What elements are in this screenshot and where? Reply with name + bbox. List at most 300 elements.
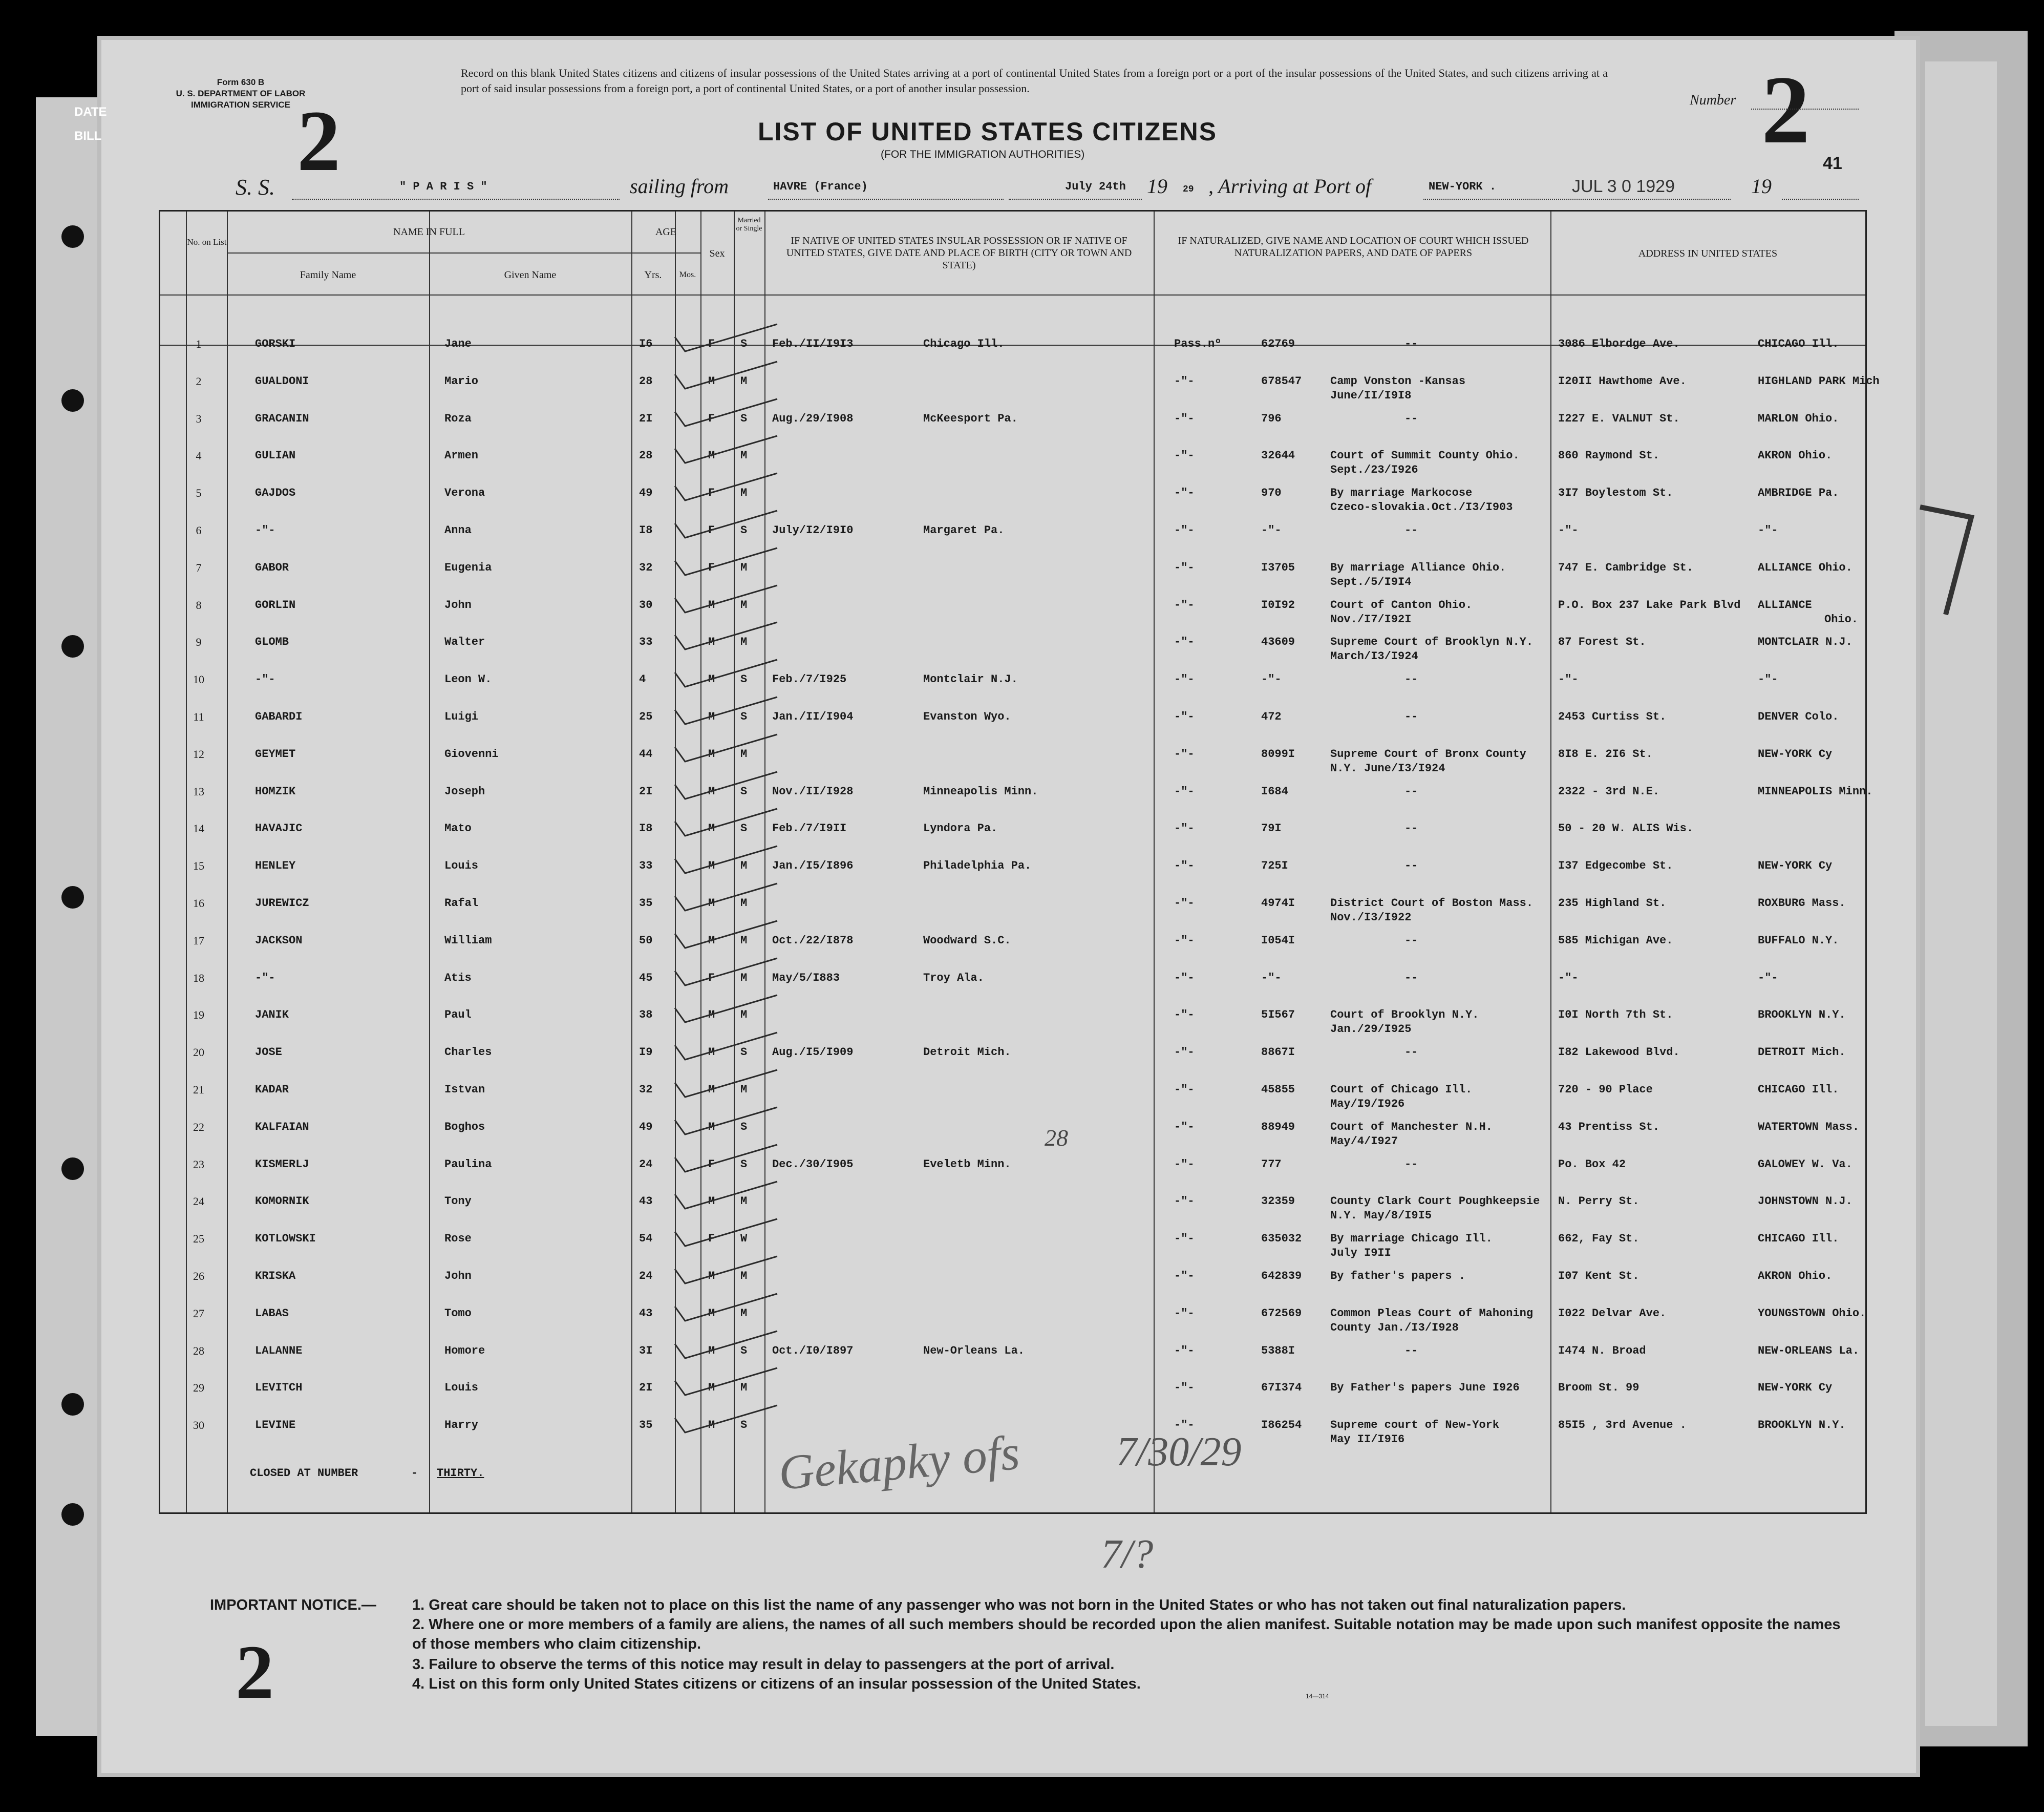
list-number-right: 2 [1761,56,1810,164]
marital-status: M [740,747,748,761]
family-name: GEYMET [255,747,296,761]
row-number: 20 [193,1046,204,1059]
naturalization-prefix: -"- [1174,1008,1195,1022]
row-number: 9 [196,636,202,649]
check-mark [670,1254,782,1290]
naturalization-court-line2: June/II/I9I8 [1330,389,1412,402]
family-name: GABOR [255,561,289,574]
family-name: KOMORNIK [255,1195,309,1208]
sex: M [708,598,715,612]
row-number: 5 [196,487,202,500]
family-name: -"- [255,971,275,984]
naturalization-court: Supreme court of New-York [1330,1419,1500,1432]
given-name: Leon W. [444,673,492,686]
sex: F [708,1157,715,1171]
family-name: LEVINE [255,1419,296,1432]
right-page-edges-inner [1925,61,1997,1726]
given-name: Eugenia [444,561,492,574]
notice-label: IMPORTANT NOTICE.— [210,1597,376,1613]
header-mos: Mos. [679,270,696,279]
naturalization-number: 79I [1261,822,1282,835]
binding-hole [61,225,84,248]
naturalization-prefix: -"- [1174,934,1195,947]
check-mark [670,732,782,768]
marital-status: M [740,374,748,388]
naturalization-court: County Clark Court Poughkeepsie [1330,1195,1540,1208]
number-label: Number [1690,92,1736,108]
marital-status: S [740,1419,748,1432]
departure-date: July 24th [1065,180,1126,193]
address-city: -"- [1758,673,1778,686]
naturalization-court-line2: May/4/I927 [1330,1134,1398,1148]
naturalization-court: -- [1404,1344,1418,1357]
age-years: I6 [639,338,653,350]
row-number: 10 [193,673,204,686]
age-years: 32 [639,1083,653,1096]
naturalization-court: Supreme Court of Brooklyn N.Y. [1330,636,1534,649]
closing-label: CLOSED AT NUMBER [250,1467,358,1480]
address-street: I474 N. Broad [1558,1344,1646,1357]
naturalization-number: 678547 [1261,374,1302,388]
age-years: 24 [639,1157,653,1171]
naturalization-number: 642839 [1261,1270,1302,1282]
row-number: 30 [193,1419,204,1432]
address-street: 3086 Elbordge Ave. [1558,338,1680,350]
check-mark [670,1142,782,1178]
family-name: HAVAJIC [255,822,303,835]
age-years: 32 [639,561,653,574]
family-name: GORLIN [255,598,296,612]
age-years: 49 [639,487,653,500]
birth-place: Margaret Pa. [923,524,1005,537]
address-city: DENVER Colo. [1758,710,1839,723]
naturalization-prefix: -"- [1174,598,1195,612]
given-name: Verona [444,487,485,500]
address-city: BROOKLYN N.Y. [1758,1008,1846,1022]
birth-date: Dec./30/I905 [772,1157,854,1171]
age-years: 2I [639,412,653,425]
address-city: YOUNGSTOWN Ohio. [1758,1307,1866,1320]
marital-status: S [740,412,748,425]
address-city: MARLON Ohio. [1758,412,1839,425]
family-name: GUALDONI [255,374,309,388]
form-code: 14—314 [1306,1693,1329,1700]
list-number-bottom: 2 [236,1630,274,1715]
naturalization-prefix: -"- [1174,1381,1195,1395]
citizen-list-table [159,210,1880,1514]
sex: M [708,673,715,686]
address-city: JOHNSTOWN N.J. [1758,1195,1853,1208]
naturalization-number: 970 [1261,487,1282,500]
check-mark [670,359,782,395]
arrival-port: NEW-YORK . [1429,180,1497,193]
marital-status: S [740,1157,748,1171]
naturalization-prefix: -"- [1174,636,1195,649]
ship-name: " P A R I S " [399,180,487,193]
family-name: JUREWICZ [255,897,309,910]
naturalization-court: -- [1404,412,1418,425]
row-number: 12 [193,747,204,761]
header-sex: Sex [709,248,725,259]
given-name: Roza [444,412,472,425]
birth-date: Aug./29/I908 [772,412,854,425]
margin-pen-stroke [1910,502,1982,625]
age-years: 35 [639,897,653,910]
handwritten-note: 7/? [1101,1532,1154,1577]
naturalization-number: 88949 [1261,1120,1295,1133]
age-years: 2I [639,785,653,798]
birth-date: Feb./II/I9I3 [772,338,854,350]
departure-year: 29 [1183,184,1194,195]
header-family-name: Family Name [300,269,356,281]
naturalization-court-line2: Sept./5/I9I4 [1330,575,1412,588]
page-number: 41 [1823,154,1842,173]
check-mark [670,322,782,357]
given-name: Louis [444,859,479,873]
naturalization-prefix: -"- [1174,1232,1195,1246]
arrival-stamp: JUL 3 0 1929 [1572,177,1675,196]
family-name: GRACANIN [255,412,309,425]
naturalization-prefix: -"- [1174,971,1195,984]
address-city: MINNEAPOLIS Minn. [1758,785,1873,798]
address-city: -"- [1758,971,1778,984]
age-years: 25 [639,710,653,723]
naturalization-number: -"- [1261,971,1282,984]
binding-hole [61,1157,84,1180]
page-title: LIST OF UNITED STATES CITIZENS [758,117,1218,146]
birth-place: Philadelphia Pa. [923,859,1032,873]
given-name: Giovenni [444,747,499,761]
row-number: 17 [193,934,204,947]
departure-port: HAVRE (France) [773,180,868,193]
marital-status: S [740,1120,748,1133]
naturalization-prefix: -"- [1174,785,1195,798]
naturalization-prefix: -"- [1174,561,1195,574]
given-name: Anna [444,524,472,537]
given-name: Walter [444,636,485,649]
naturalization-prefix: -"- [1174,673,1195,686]
address-city: HIGHLAND PARK Mich [1758,374,1880,388]
naturalization-number: 725I [1261,859,1288,873]
address-city: AKRON Ohio. [1758,1270,1833,1282]
check-mark [670,657,782,693]
marital-status: S [740,338,748,350]
given-name: Rafal [444,897,479,910]
naturalization-number: I86254 [1261,1419,1302,1432]
marital-status: M [740,487,748,500]
birth-place: New-Orleans La. [923,1344,1025,1357]
notice-item-3: 3. Failure to observe the terms of this notice may result in delay to passengers at the port of arrival. [412,1656,1115,1673]
given-name: Paulina [444,1157,492,1171]
check-mark [670,545,782,581]
notice-item-1: 1. Great care should be taken not to place on this list the name of any passenger who was not born in the United States or who has not taken out final naturalization papers. [412,1597,1626,1613]
family-name: GORSKI [255,338,296,350]
given-name: Jane [444,338,472,350]
sex: F [708,524,715,537]
birth-date: Aug./I5/I909 [772,1046,854,1059]
address-street: -"- [1558,673,1579,686]
address-street: 87 Forest St. [1558,636,1646,649]
sex: M [708,747,715,761]
age-years: 50 [639,934,653,947]
birth-date: Feb./7/I9II [772,822,847,835]
row-number: 1 [196,338,202,350]
given-name: Armen [444,449,479,462]
notice-item-4: 4. List on this form only United States citizens or citizens of an insular possession of the United States. [412,1676,1141,1692]
given-name: Charles [444,1046,492,1059]
marital-status: M [740,561,748,574]
check-mark [670,1365,782,1401]
family-name: LALANNE [255,1344,303,1357]
naturalization-court: Court of Manchester N.H. [1330,1120,1493,1133]
year-prefix: 19 [1147,175,1167,198]
header-address: ADDRESS IN UNITED STATES [1638,248,1778,259]
family-name: LEVITCH [255,1381,303,1395]
address-street: I07 Kent St. [1558,1270,1640,1282]
sex: F [708,1232,715,1246]
ss-label: S. S. [236,175,275,200]
age-years: I9 [639,1046,653,1059]
naturalization-number: 67I374 [1261,1381,1302,1395]
given-name: Joseph [444,785,485,798]
form-intro-text: Record on this blank United States citizens and citizens of insular possessions of the United States arriving at a port of continental United States from a foreign port or a port of the insular possessions of the United States, and such citizens arriving at a port of said insular possessions from a foreign port, a port of continental United States, or a port of another insular possession. [461,67,1608,95]
family-name: KISMERLJ [255,1157,309,1171]
sex: M [708,1195,715,1208]
naturalization-court: Court of Canton Ohio. [1330,598,1473,612]
list-number-left: 2 [297,93,340,189]
check-mark [670,769,782,805]
sex: F [708,338,715,350]
address-street: 860 Raymond St. [1558,449,1660,462]
address-street: 747 E. Cambridge St. [1558,561,1694,574]
address-street: 720 - 90 Place [1558,1083,1653,1096]
inspector-signature: Gekapky ofs [776,1424,1022,1501]
row-number: 18 [193,971,204,984]
given-name: John [444,1270,472,1282]
family-name: JANIK [255,1008,289,1022]
birth-place: Chicago Ill. [923,338,1005,350]
binding-hole [61,635,84,658]
row-number: 22 [193,1120,204,1133]
given-name: Harry [444,1419,479,1432]
address-street: 662, Fay St. [1558,1232,1640,1246]
sex: M [708,785,715,798]
address-city: -"- [1758,524,1778,537]
naturalization-prefix: -"- [1174,412,1195,425]
given-name: Tony [444,1195,472,1208]
address-street: I227 E. VALNUT St. [1558,412,1680,425]
address-city: ALLIANCE Ohio. [1758,561,1853,574]
address-city: CHICAGO Ill. [1758,338,1839,350]
naturalization-court: -- [1404,1046,1418,1059]
address-city: AKRON Ohio. [1758,449,1833,462]
naturalization-court: -- [1404,785,1418,798]
birth-place: Detroit Mich. [923,1046,1011,1059]
row-number: 7 [196,561,202,574]
given-name: Homore [444,1344,485,1357]
header-name-in-full: NAME IN FULL [393,226,465,238]
naturalization-court: -- [1404,822,1418,835]
check-mark [670,993,782,1028]
sex: F [708,971,715,984]
check-mark [670,433,782,469]
check-mark [670,508,782,544]
naturalization-prefix: -"- [1174,1195,1195,1208]
check-mark [670,396,782,432]
age-years: 33 [639,859,653,873]
notice-item-2: 2. Where one or more members of a family are aliens, the names of all such members should be recorded upon the alien manifest. Suitable notation may be made upon such manifest opposite the names of those members who claim citizenship. [412,1616,1841,1652]
naturalization-prefix: -"- [1174,374,1195,388]
address-street: 585 Michigan Ave. [1558,934,1673,947]
check-mark [670,918,782,954]
address-city: ALLIANCE [1758,598,1812,612]
address-street: -"- [1558,971,1579,984]
address-city: MONTCLAIR N.J. [1758,636,1853,649]
age-years: 24 [639,1270,653,1282]
sex: M [708,934,715,947]
birth-place: Montclair N.J. [923,673,1018,686]
naturalization-prefix: -"- [1174,1120,1195,1133]
birth-date: Jan./I5/I896 [772,859,854,873]
given-name: Istvan [444,1083,485,1096]
birth-date: Nov./II/I928 [772,785,854,798]
naturalization-court-line2: Sept./23/I926 [1330,463,1418,477]
address-city: BROOKLYN N.Y. [1758,1419,1846,1432]
age-years: 28 [639,449,653,462]
check-mark [670,1067,782,1103]
naturalization-court: By marriage Alliance Ohio. [1330,561,1506,574]
marital-status: M [740,1381,748,1395]
age-years: 2I [639,1381,653,1395]
marital-status: S [740,822,748,835]
birth-date: Jan./II/I904 [772,710,854,723]
naturalization-number: 32359 [1261,1195,1295,1208]
sailing-label: sailing from [630,175,729,198]
department-name: U. S. DEPARTMENT OF LABOR [176,89,306,98]
sex: M [708,1083,715,1096]
address-city: NEW-YORK Cy [1758,1381,1833,1395]
naturalization-court: -- [1404,524,1418,537]
naturalization-prefix: -"- [1174,1344,1195,1357]
naturalization-court-line2: Jan./29/I925 [1330,1023,1412,1036]
birth-place: Troy Ala. [923,971,984,984]
given-name: Boghos [444,1120,485,1133]
check-mark [670,471,782,507]
naturalization-prefix: -"- [1174,1307,1195,1320]
naturalization-court-line2: March/I3/I924 [1330,650,1418,663]
marital-status: M [740,1083,748,1096]
age-years: 28 [639,374,653,388]
address-street: -"- [1558,524,1579,537]
marital-status: M [740,934,748,947]
naturalization-prefix: -"- [1174,710,1195,723]
naturalization-number: 8867I [1261,1046,1295,1059]
given-name: Rose [444,1232,472,1246]
address-street: 2322 - 3rd N.E. [1558,785,1660,798]
naturalization-court: By marriage Markocose [1330,487,1473,500]
naturalization-court: Common Pleas Court of Mahoning [1330,1307,1534,1320]
naturalization-number: 45855 [1261,1083,1295,1096]
check-mark [670,620,782,656]
address-street: Broom St. 99 [1558,1381,1640,1395]
address-city: CHICAGO Ill. [1758,1083,1839,1096]
marital-status: M [740,859,748,873]
address-city: GALOWEY W. Va. [1758,1157,1853,1171]
family-name: HOMZIK [255,785,296,798]
check-mark [670,1329,782,1364]
naturalization-prefix: -"- [1174,859,1195,873]
family-name: -"- [255,673,275,686]
binding-hole [61,389,84,412]
birth-date: Feb./7/I925 [772,673,847,686]
closing-value: THIRTY. [437,1467,484,1480]
margin-text-date: DATE [74,105,107,119]
sex: M [708,449,715,462]
marital-status: M [740,897,748,910]
given-name: Tomo [444,1307,472,1320]
check-mark [670,1216,782,1252]
age-years: 44 [639,747,653,761]
address-street: 3I7 Boylestom St. [1558,487,1673,500]
sex: F [708,487,715,500]
naturalization-court-line2: July I9II [1330,1247,1391,1260]
check-mark [670,583,782,619]
row-number: 23 [193,1157,204,1171]
row-number: 4 [196,449,202,462]
given-name: Paul [444,1008,472,1022]
naturalization-court: -- [1404,934,1418,947]
naturalization-number: 4974I [1261,897,1295,910]
header-no: No. on List [187,237,227,247]
naturalization-number: -"- [1261,524,1282,537]
address-city: CHICAGO Ill. [1758,1232,1839,1246]
naturalization-court: -- [1404,1157,1418,1171]
age-years: 3I [639,1344,653,1357]
header-given-name: Given Name [504,269,557,281]
naturalization-prefix: -"- [1174,897,1195,910]
birth-date: July/I2/I9I0 [772,524,854,537]
naturalization-number: -"- [1261,673,1282,686]
naturalization-court: Supreme Court of Bronx County [1330,747,1526,761]
naturalization-court: District Court of Boston Mass. [1330,897,1534,910]
sex: M [708,1344,715,1357]
address-city: WATERTOWN Mass. [1758,1120,1860,1133]
birth-place: Minneapolis Minn. [923,785,1038,798]
age-years: 35 [639,1419,653,1432]
naturalization-number: 62769 [1261,338,1295,350]
naturalization-number: 5388I [1261,1344,1295,1357]
address-city: DETROIT Mich. [1758,1046,1846,1059]
address-street: 8I8 E. 2I6 St. [1558,747,1653,761]
naturalization-number: 43609 [1261,636,1295,649]
address-street: I022 Delvar Ave. [1558,1307,1667,1320]
naturalization-number: I054I [1261,934,1295,947]
marital-status: S [740,673,748,686]
page-mark-28: 28 [1045,1125,1068,1151]
naturalization-number: I684 [1261,785,1288,798]
sex: M [708,374,715,388]
naturalization-court: By Father's papers June I926 [1330,1381,1520,1395]
naturalization-prefix: -"- [1174,449,1195,462]
naturalization-court-line2: May II/I9I6 [1330,1433,1405,1446]
inspection-date-note: 7/30/29 [1116,1429,1242,1474]
binding-hole [61,886,84,909]
sex: M [708,636,715,649]
naturalization-court: Camp Vonston -Kansas [1330,374,1466,388]
row-number: 3 [196,412,202,425]
check-mark [670,881,782,917]
row-number: 14 [193,822,204,835]
